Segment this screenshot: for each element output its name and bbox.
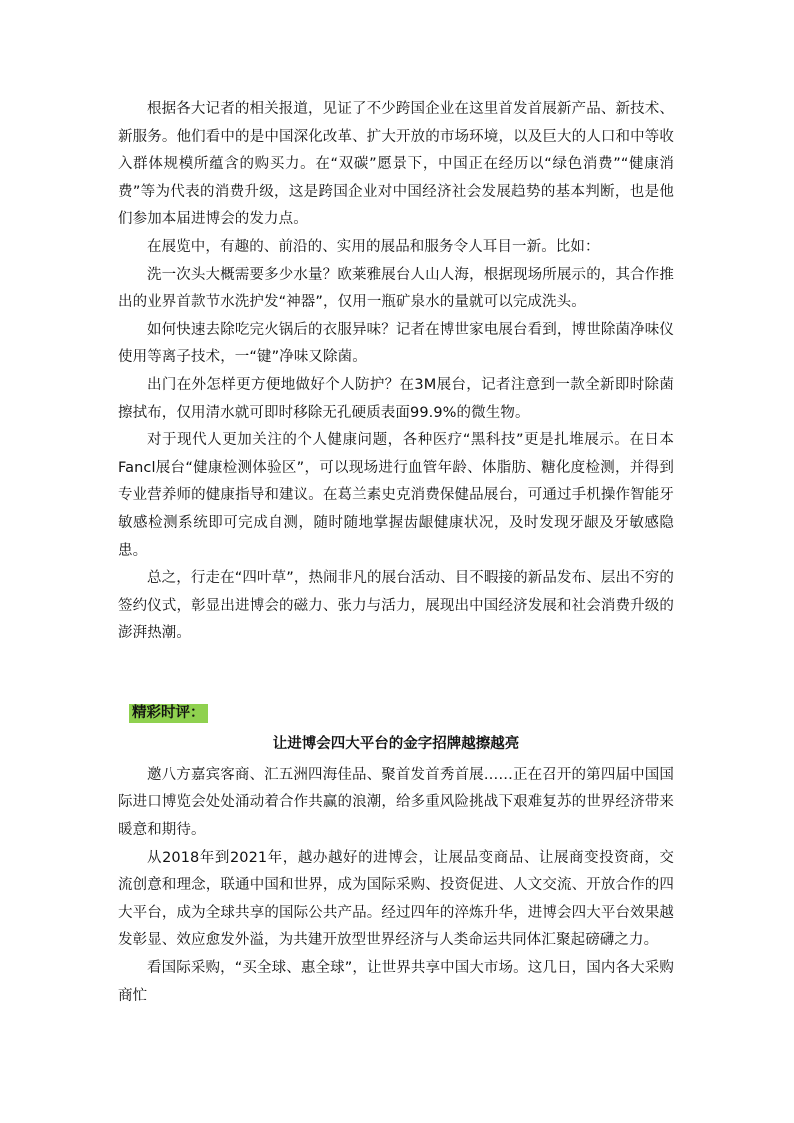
section-spacer (118, 648, 674, 698)
paragraph-intro: 根据各大记者的相关报道，见证了不少跨国企业在这里首发首展新产品、新技术、新服务。他们看中的是中国深化改革、扩大开放的市场环境，以及巨大的人口和中等收入群体规模所蕴含的购买力。在“双碳”愿景下，中国正在经历以“绿色消费”“健康消费”等为代表的消费升级，这是跨国企业对中国经济社会发展趋势的基本判断，也是他们参加本届进博会的发力点。 (118, 101, 674, 228)
paragraph-bosch: 如何快速去除吃完火锅后的衣服异味？记者在博世家电展台看到，博世除菌净味仪使用等离子技术，一“键”净味又除菌。 (118, 321, 674, 366)
paragraph-loreal: 洗一次头大概需要多少水量？欧莱雅展台人山人海，根据现场所展示的，其合作推出的业界首款节水洗护发“神器”，仅用一瓶矿泉水的量就可以完成洗头。 (118, 266, 674, 311)
commentary-tag-row (129, 698, 674, 726)
commentary-title: 让进博会四大平台的金字招牌越擦越亮 (272, 735, 520, 752)
commentary-paragraph-platforms: 从2018年到2021年，越办越好的进博会，让展品变商品、让展商变投资商，交流创意和理念，联通中国和世界，成为国际采购、投资促进、人文交流、开放合作的四大平台，成为全球共享的国际公共产品。经过四年的淬炼升华，进博会四大平台效果越发彰显、效应愈发外溢，为共建开放型世界经济与人类命运共同体汇聚起磅礴之力。 (118, 849, 674, 949)
paragraph-3m: 出门在外怎样更方便地做好个人防护？在3M展台，记者注意到一款全新即时除菌擦拭布，仅用清水就可即时移除无孔硬质表面99.9%的微生物。 (118, 376, 674, 421)
report-section (118, 96, 674, 648)
commentary-paragraph-opening: 邀八方嘉宾客商、汇五洲四海佳品、聚首发首秀首展……正在召开的第四届中国国际进口博览会处处涌动着合作共赢的浪潮，给多重风险挑战下艰难复苏的世界经济带来暖意和期待。 (118, 766, 674, 839)
paragraph-health-tech: 对于现代人更加关注的个人健康问题，各种医疗“黑科技”更是扎堆展示。在日本Fancl展台“健康检测体验区”，可以现场进行血管年龄、体脂肪、糖化度检测，并得到专业营养师的健康指导和建议。在葛兰素史克消费保健品展台，可通过手机操作智能牙敏感检测系统即可完成自测，随时随地掌握齿龈健康状况，及时发现牙龈及牙敏感隐患。 (118, 432, 674, 559)
commentary-tag: 精彩时评： (129, 704, 208, 723)
commentary-paragraph-procurement: 看国际采购，“买全球、惠全球”，让世界共享中国大市场。这几日，国内各大采购商忙 (118, 960, 674, 1004)
commentary-section (118, 698, 674, 1010)
document-content (118, 96, 674, 1010)
paragraph-exhibition: 在展览中，有趣的、前沿的、实用的展品和服务令人耳目一新。比如： (147, 238, 600, 255)
paragraph-summary: 总之，行走在“四叶草”，热闹非凡的展台活动、目不暇接的新品发布、层出不穷的签约仪式，彰显出进博会的磁力、张力与活力，展现出中国经济发展和社会消费升级的澎湃热潮。 (118, 570, 674, 642)
